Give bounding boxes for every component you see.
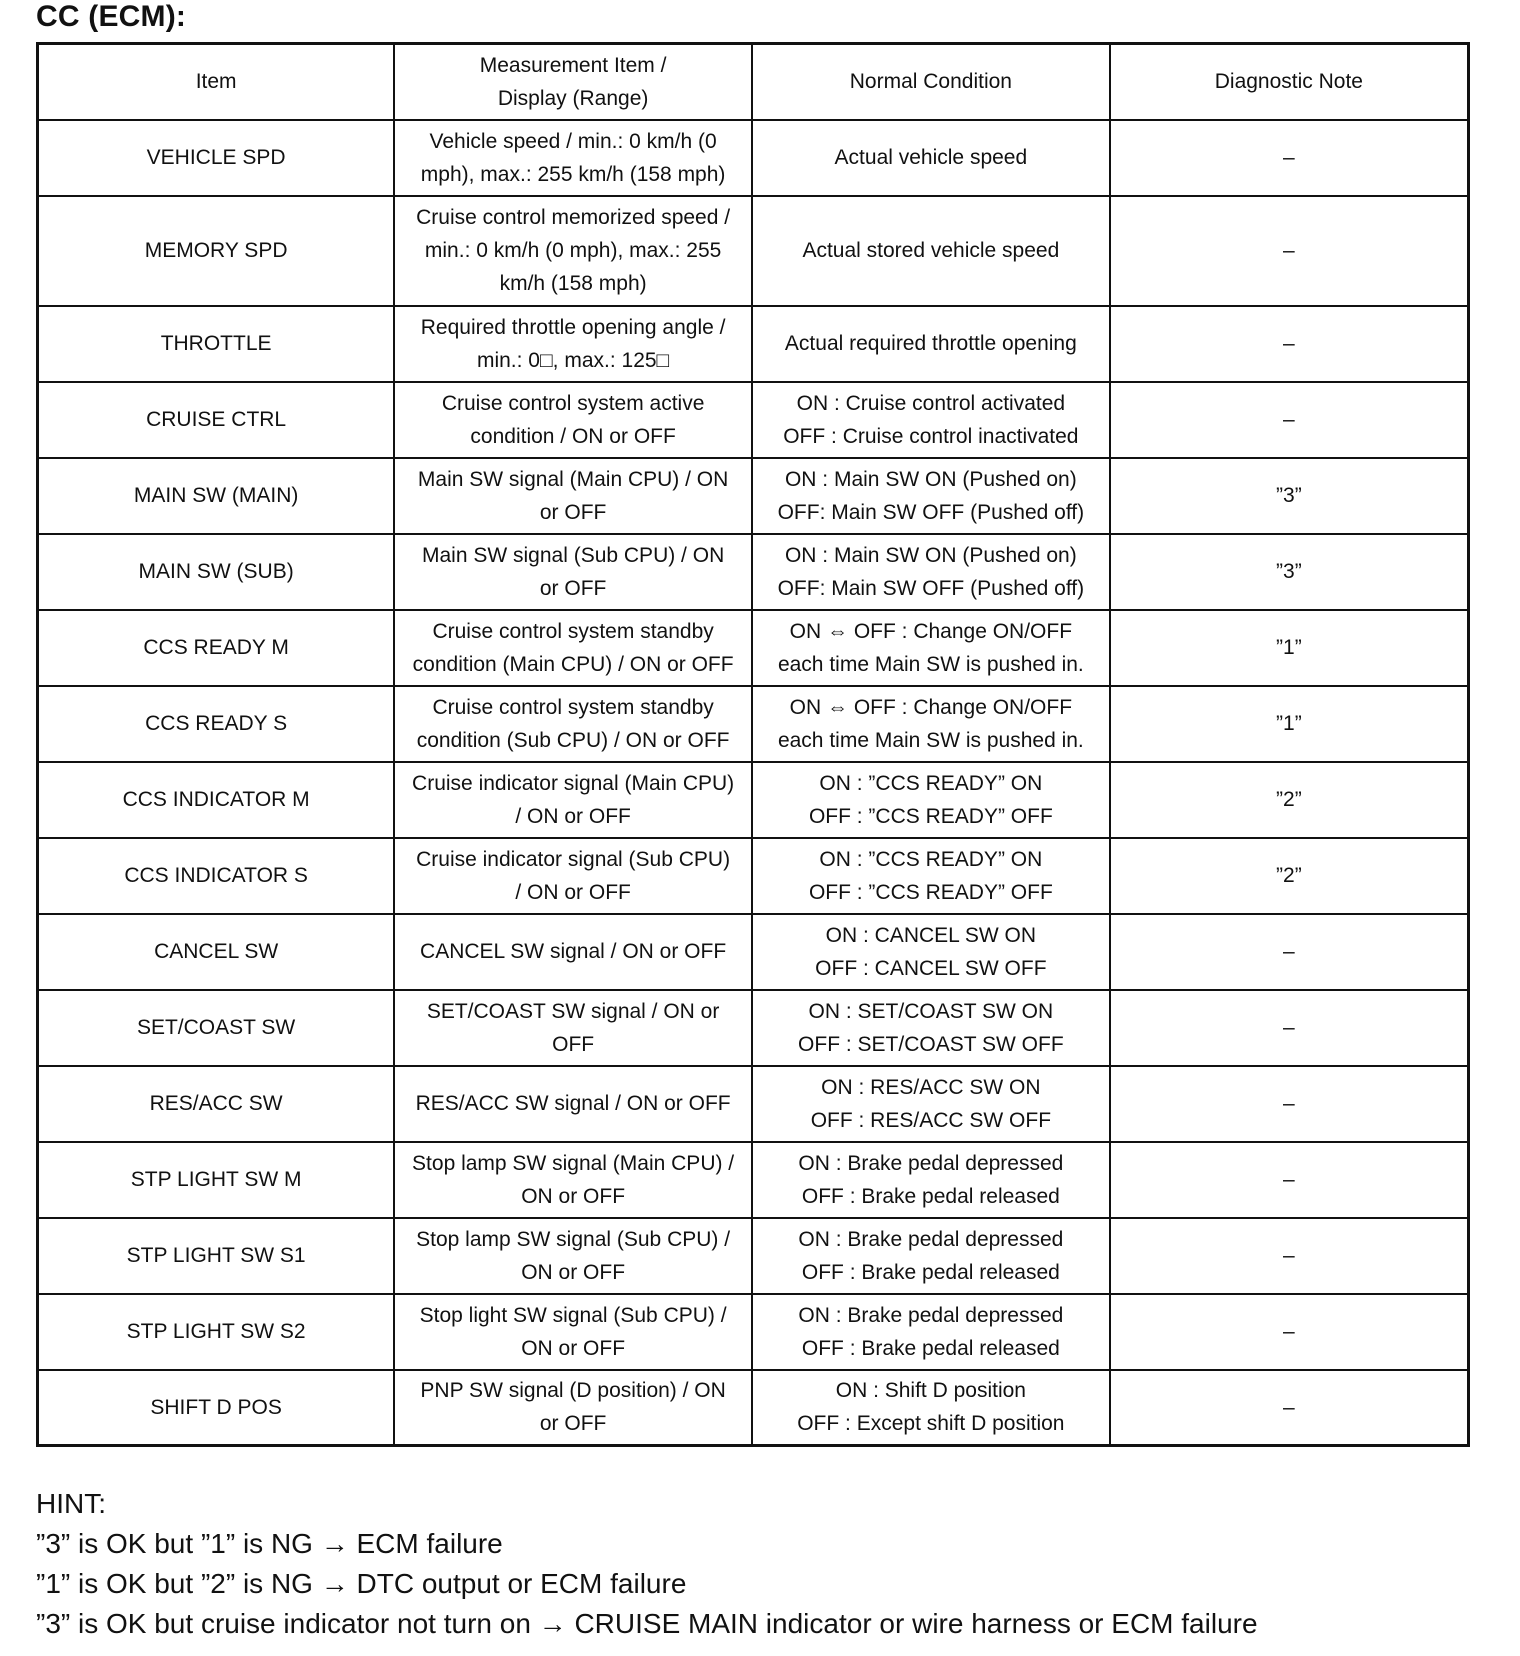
cell-item: CCS INDICATOR M [38, 762, 395, 838]
data-list-table [36, 42, 1470, 1447]
cell-diagnostic-note: – [1110, 914, 1469, 990]
table-row [38, 382, 1469, 458]
cell-item: CCS READY M [38, 610, 395, 686]
cell-diagnostic-note: – [1110, 306, 1469, 382]
cell-diagnostic-note: ”2” [1110, 838, 1469, 914]
cell-diagnostic-note: – [1110, 1370, 1469, 1446]
cell-item: THROTTLE [38, 306, 395, 382]
cell-measurement: SET/COAST SW signal / ON or OFF [394, 990, 752, 1066]
cell-normal-condition: ON : ”CCS READY” ON OFF : ”CCS READY” OFF [752, 762, 1110, 838]
table-row [38, 1066, 1469, 1142]
cell-measurement: CANCEL SW signal / ON or OFF [394, 914, 752, 990]
cell-measurement: Cruise control memorized speed / min.: 0 km/h (0 mph), max.: 255 km/h (158 mph) [394, 196, 752, 306]
cell-item: SET/COAST SW [38, 990, 395, 1066]
hint-label: HINT: [36, 1488, 106, 1519]
table-row [38, 686, 1469, 762]
table-row [38, 306, 1469, 382]
cell-item: MAIN SW (SUB) [38, 534, 395, 610]
hint-line: ”3” is OK but ”1” is NG → ECM failure [36, 1528, 503, 1559]
cell-measurement: Stop lamp SW signal (Main CPU) / ON or OFF [394, 1142, 752, 1218]
cell-diagnostic-note: – [1110, 120, 1469, 196]
cell-diagnostic-note: ”3” [1110, 534, 1469, 610]
cell-normal-condition: ON : Brake pedal depressed OFF : Brake pedal released [752, 1218, 1110, 1294]
hint-section [36, 1484, 1258, 1644]
cell-diagnostic-note: ”2” [1110, 762, 1469, 838]
cell-normal-condition: ON : CANCEL SW ON OFF : CANCEL SW OFF [752, 914, 1110, 990]
cell-normal-condition: ON : RES/ACC SW ON OFF : RES/ACC SW OFF [752, 1066, 1110, 1142]
cell-item: MAIN SW (MAIN) [38, 458, 395, 534]
table-row [38, 1142, 1469, 1218]
hint-line: ”3” is OK but cruise indicator not turn on → CRUISE MAIN indicator or wire harness or ECM failure [36, 1608, 1258, 1639]
cell-measurement: RES/ACC SW signal / ON or OFF [394, 1066, 752, 1142]
table-row [38, 534, 1469, 610]
cell-diagnostic-note: – [1110, 1294, 1469, 1370]
table-row [38, 120, 1469, 196]
cell-normal-condition: Actual required throttle opening [752, 306, 1110, 382]
table-row [38, 1218, 1469, 1294]
cell-diagnostic-note: – [1110, 382, 1469, 458]
cell-diagnostic-note: ”1” [1110, 610, 1469, 686]
table-row [38, 838, 1469, 914]
cell-measurement: Cruise control system standby condition (Main CPU) / ON or OFF [394, 610, 752, 686]
cell-measurement: Stop lamp SW signal (Sub CPU) / ON or OFF [394, 1218, 752, 1294]
cell-normal-condition: ON ⇔ OFF : Change ON/OFF each time Main SW is pushed in. [752, 610, 1110, 686]
cell-diagnostic-note: – [1110, 1142, 1469, 1218]
cell-normal-condition: ON : Brake pedal depressed OFF : Brake pedal released [752, 1294, 1110, 1370]
cell-item: RES/ACC SW [38, 1066, 395, 1142]
table-row [38, 914, 1469, 990]
cell-normal-condition: ON : Main SW ON (Pushed on) OFF: Main SW OFF (Pushed off) [752, 458, 1110, 534]
cell-diagnostic-note: ”3” [1110, 458, 1469, 534]
cell-measurement: Cruise control system active condition / ON or OFF [394, 382, 752, 458]
cell-item: VEHICLE SPD [38, 120, 395, 196]
table-row [38, 458, 1469, 534]
cell-measurement: Main SW signal (Main CPU) / ON or OFF [394, 458, 752, 534]
cell-diagnostic-note: – [1110, 1066, 1469, 1142]
cell-normal-condition: ON : Shift D position OFF : Except shift D position [752, 1370, 1110, 1446]
table-row [38, 196, 1469, 306]
cell-item: CCS READY S [38, 686, 395, 762]
table-row [38, 1370, 1469, 1446]
cell-measurement: Stop light SW signal (Sub CPU) / ON or OFF [394, 1294, 752, 1370]
cell-item: STP LIGHT SW M [38, 1142, 395, 1218]
cell-measurement: Cruise control system standby condition (Sub CPU) / ON or OFF [394, 686, 752, 762]
cell-diagnostic-note: – [1110, 990, 1469, 1066]
cell-normal-condition: Actual vehicle speed [752, 120, 1110, 196]
cell-item: CCS INDICATOR S [38, 838, 395, 914]
cell-item: SHIFT D POS [38, 1370, 395, 1446]
table-row [38, 990, 1469, 1066]
cell-measurement: Cruise indicator signal (Main CPU) / ON or OFF [394, 762, 752, 838]
header-diagnostic-note: Diagnostic Note [1110, 44, 1469, 120]
cell-normal-condition: ON : Main SW ON (Pushed on) OFF: Main SW OFF (Pushed off) [752, 534, 1110, 610]
table-row [38, 610, 1469, 686]
cell-normal-condition: Actual stored vehicle speed [752, 196, 1110, 306]
header-item: Item [38, 44, 395, 120]
cell-diagnostic-note: – [1110, 1218, 1469, 1294]
header-measurement: Measurement Item / Display (Range) [394, 44, 752, 120]
cell-measurement: Required throttle opening angle / min.: 0□, max.: 125□ [394, 306, 752, 382]
cell-diagnostic-note: – [1110, 196, 1469, 306]
cell-measurement: Vehicle speed / min.: 0 km/h (0 mph), max.: 255 km/h (158 mph) [394, 120, 752, 196]
cell-item: STP LIGHT SW S2 [38, 1294, 395, 1370]
cell-measurement: Cruise indicator signal (Sub CPU) / ON or OFF [394, 838, 752, 914]
cell-item: CRUISE CTRL [38, 382, 395, 458]
cell-measurement: Main SW signal (Sub CPU) / ON or OFF [394, 534, 752, 610]
header-normal-condition: Normal Condition [752, 44, 1110, 120]
cell-item: MEMORY SPD [38, 196, 395, 306]
table-header-row [38, 44, 1469, 120]
cell-normal-condition: ON : Cruise control activated OFF : Cruise control inactivated [752, 382, 1110, 458]
table-row [38, 1294, 1469, 1370]
hint-line: ”1” is OK but ”2” is NG → DTC output or ECM failure [36, 1568, 687, 1599]
cell-item: STP LIGHT SW S1 [38, 1218, 395, 1294]
cell-normal-condition: ON : SET/COAST SW ON OFF : SET/COAST SW OFF [752, 990, 1110, 1066]
cell-diagnostic-note: ”1” [1110, 686, 1469, 762]
cell-measurement: PNP SW signal (D position) / ON or OFF [394, 1370, 752, 1446]
cell-item: CANCEL SW [38, 914, 395, 990]
cell-normal-condition: ON : ”CCS READY” ON OFF : ”CCS READY” OFF [752, 838, 1110, 914]
cell-normal-condition: ON ⇔ OFF : Change ON/OFF each time Main SW is pushed in. [752, 686, 1110, 762]
page-title: CC (ECM): [36, 0, 187, 33]
cell-normal-condition: ON : Brake pedal depressed OFF : Brake pedal released [752, 1142, 1110, 1218]
table-row [38, 762, 1469, 838]
